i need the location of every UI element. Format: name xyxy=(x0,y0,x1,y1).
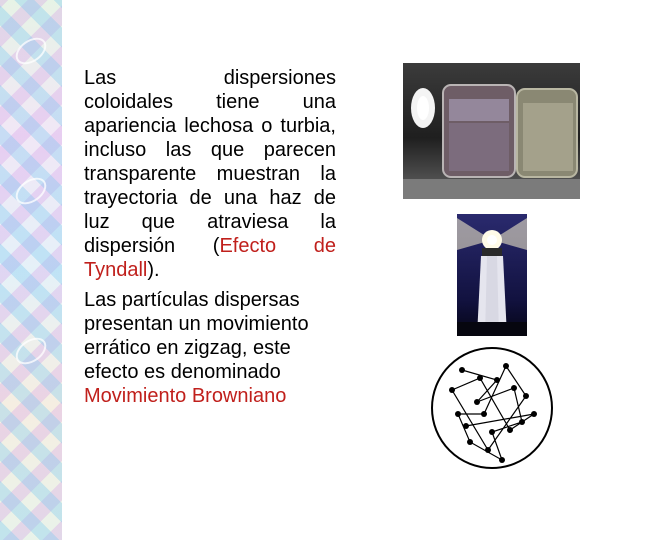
paren-open: ( xyxy=(212,235,220,257)
paragraph-tyndall-body: coloidales tiene una apariencia lechosa o turbia, incluso las que parecen transparente muestran la trayectoria de una haz de luz que atraviesa la dispersión xyxy=(84,91,336,257)
tyndall-glasses-photo xyxy=(403,63,580,199)
decorative-side-strip xyxy=(0,0,62,540)
paren-close: ). xyxy=(147,259,160,281)
paragraph-brownian xyxy=(84,288,336,408)
paragraph-tyndall xyxy=(84,66,336,282)
decorative-leaf-icon xyxy=(11,32,51,70)
decorative-leaf-icon xyxy=(11,172,51,210)
brownian-motion-term: Movimiento Browniano xyxy=(84,385,287,407)
decorative-leaf-icon xyxy=(11,332,51,370)
word-dispersiones: dispersiones xyxy=(223,67,336,89)
lighthouse-photo xyxy=(457,214,527,336)
word-las: Las xyxy=(84,67,117,89)
text-block xyxy=(84,66,336,414)
brownian-motion-diagram xyxy=(422,344,562,472)
paragraph-brownian-body: Las partículas dispersas presentan un movimiento errático en zigzag, este efecto es denominado xyxy=(84,289,309,383)
paragraph-first-line xyxy=(84,66,336,90)
tyndall-effect-term: Efecto de Tyndall xyxy=(84,235,336,281)
